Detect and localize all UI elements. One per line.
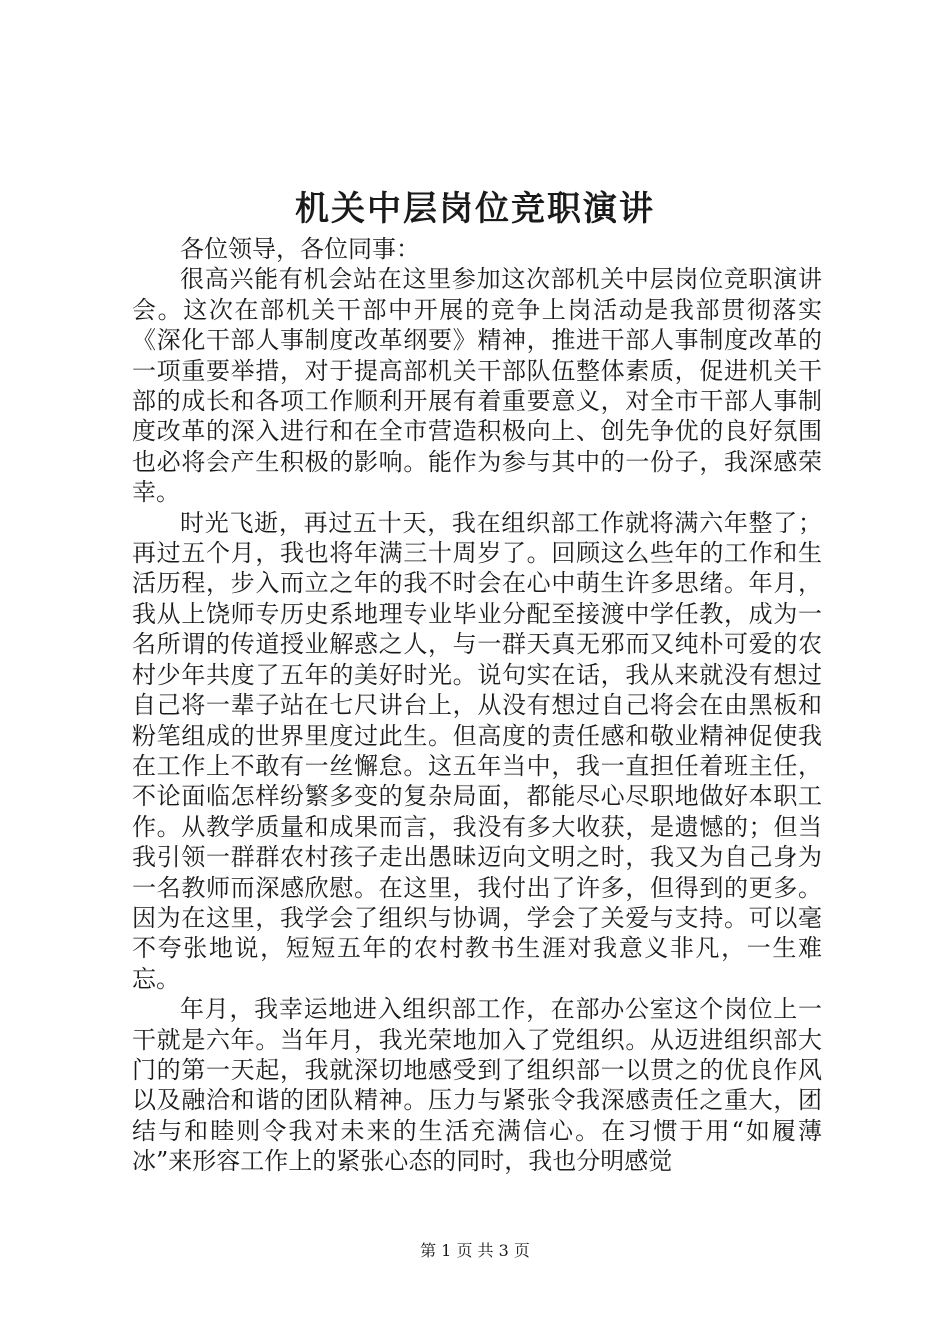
document-body (132, 234, 822, 1177)
page-footer: 第 1 页 共 3 页 (420, 1241, 530, 1260)
paragraph: 时光飞逝，再过五十天，我在组织部工作就将满六年整了；再过五个月，我也将年满三十周岁了。回顾这么些年的工作和生活历程，步入而立之年的我不时会在心中萌生许多思绪。年月，我从上饶师专历史系地理专业毕业分配至接渡中学任教，成为一名所谓的传道授业解惑之人，与一群天真无邪而又纯朴可爱的农村少年共度了五年的美好时光。说句实在话，我从来就没有想过自己将一辈子站在七尺讲台上，从没有想过自己将会在由黑板和粉笔组成的世界里度过此生。但高度的责任感和敬业精神促使我在工作上不敢有一丝懈怠。这五年当中，我一直担任着班主任，不论面临怎样纷繁多变的复杂局面，都能尽心尽职地做好本职工作。从教学质量和成果而言，我没有多大收获，是遗憾的；但当我引领一群群农村孩子走出愚昧迈向文明之时，我又为自己身为一名教师而深感欣慰。在这里，我付出了许多，但得到的更多。因为在这里，我学会了组织与协调，学会了关爱与支持。可以毫不夸张地说，短短五年的农村教书生涯对我意义非凡，一生难忘。 (132, 508, 822, 993)
paragraph: 年月，我幸运地进入组织部工作，在部办公室这个岗位上一干就是六年。当年月，我光荣地加入了党组织。从迈进组织部大门的第一天起，我就深切地感受到了组织部一以贯之的优良作风以及融洽和谐的团队精神。压力与紧张令我深感责任之重大，团结与和睦则令我对未来的生活充满信心。在习惯于用“如履薄冰”来形容工作上的紧张心态的同时，我也分明感觉 (132, 995, 822, 1176)
greeting: 各位领导，各位同事： (180, 235, 420, 263)
paragraph: 很高兴能有机会站在这里参加这次部机关中层岗位竞职演讲会。这次在部机关干部中开展的竞争上岗活动是我部贯彻落实《深化干部人事制度改革纲要》精神，推进干部人事制度改革的一项重要举措，对于提高部机关干部队伍整体素质，促进机关干部的成长和各项工作顺利开展有着重要意义，对全市干部人事制度改革的深入进行和在全市营造积极向上、创先争优的良好氛围也必将会产生积极的影响。能作为参与其中的一份子，我深感荣幸。 (132, 265, 822, 507)
document-title: 机关中层岗位竞职演讲 (295, 189, 655, 229)
